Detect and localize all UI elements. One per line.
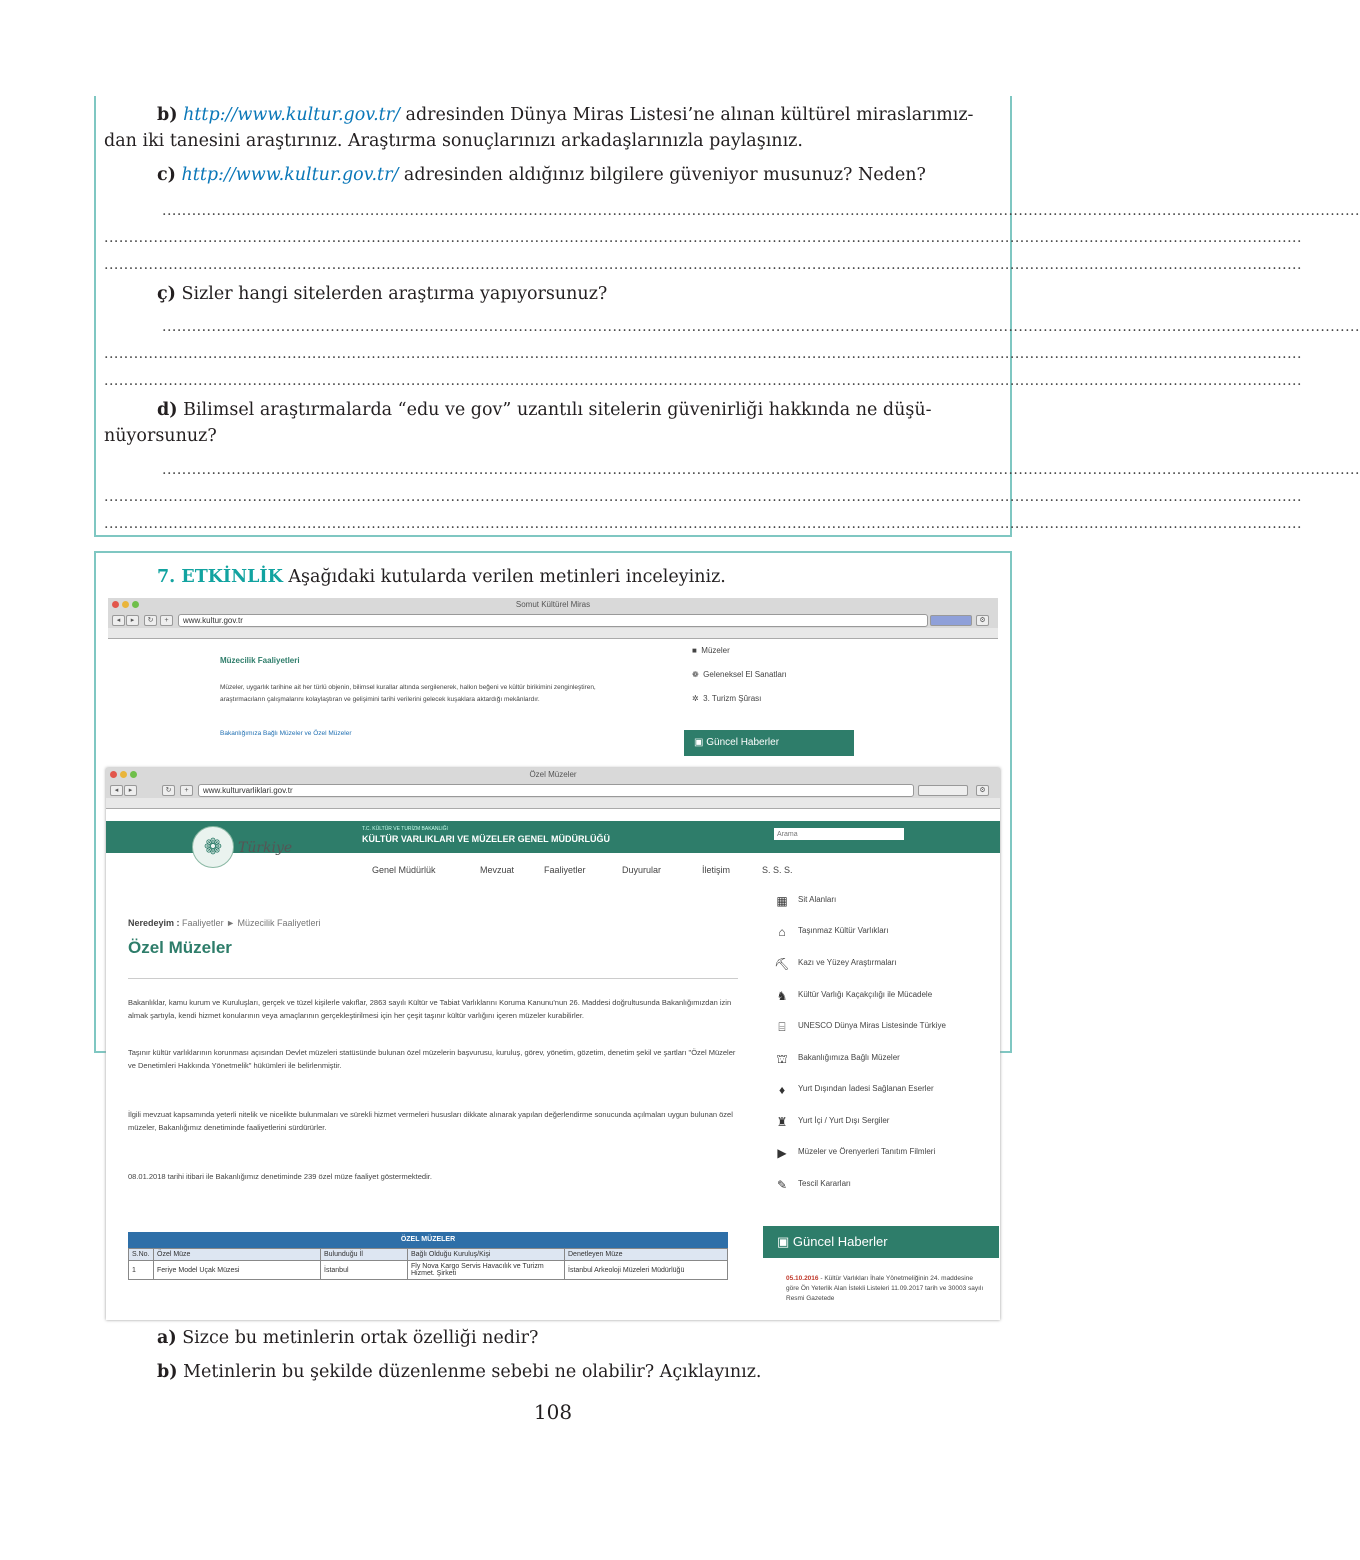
minimize-dot[interactable] xyxy=(122,601,129,608)
browser-chrome xyxy=(108,598,998,639)
smuggling-icon: ♞ xyxy=(776,989,788,1003)
new-tab-icon[interactable]: + xyxy=(180,785,193,796)
gear-icon[interactable]: ⚙ xyxy=(976,785,989,796)
browser-chrome xyxy=(106,768,1000,809)
paragraph-1: Bakanlıklar, kamu kurum ve Kuruluşları, gerçek ve tüzel kişilerle vakıflar, 2863 sayılı Kültür ve Tabiat Varlıklarını Koruma Kanunu'nun 26. Maddesi doğrultusunda Bakanlığımızdan izin almak şartıyla, kendi hizmet konularının veya amaçlarının gerçekleştirilmesi için her çeşit taşınır kültür varlığını içeren müzeler kurabilirler. xyxy=(128,998,732,1020)
news-icon: ▣ xyxy=(777,1234,790,1249)
answer-line[interactable]: .................................................................................................................................................................................................................................................. xyxy=(162,462,1360,478)
sidebar-item[interactable]: ✎ Tescil Kararları xyxy=(774,1178,851,1190)
sidebar-item[interactable]: ⛫ Bakanlığımıza Bağlı Müzeler xyxy=(774,1052,900,1064)
question-b2: b) Metinlerin bu şekilde düzenlenme sebebi ne olabilir? Açıklayınız. xyxy=(157,1362,762,1382)
exhibition-icon: ♜ xyxy=(776,1115,788,1129)
question-d-line2: nüyorsunuz? xyxy=(104,426,217,446)
sidebar-item[interactable]: ⌸ UNESCO Dünya Miras Listesinde Türkiye xyxy=(774,1020,946,1032)
divider xyxy=(128,978,738,979)
page-number: 108 xyxy=(533,1400,573,1424)
breadcrumb: Neredeyim : Faaliyetler ► Müzecilik Faaliyetleri xyxy=(128,918,321,928)
news-item[interactable]: 05.10.2016 - Kültür Varlıkları İhale Yönetmeliğinin 24. maddesine göre Ön Yeterlik Alan İstekli Listeleri 11.09.2017 tarih ve 30003 sayılı Resmi Gazetede xyxy=(786,1275,984,1302)
table-cell: 1 xyxy=(129,1261,154,1280)
table-cell: Feriye Model Uçak Müzesi xyxy=(154,1261,321,1280)
back-icon[interactable]: ◂ xyxy=(112,615,125,626)
answer-line[interactable]: .................................................................................................................................................................................................................................................. xyxy=(104,373,1302,389)
nav-genel-mudurluk[interactable]: Genel Müdürlük xyxy=(372,865,436,875)
table-cell: İstanbul xyxy=(321,1261,408,1280)
table-title: ÖZEL MÜZELER xyxy=(128,1232,728,1248)
question-b-line2: dan iki tanesini araştırınız. Araştırma sonuçlarınızı arkadaşlarınızla paylaşınız. xyxy=(104,131,803,151)
question-b-line1: b) http://www.kultur.gov.tr/ adresinden Dünya Miras Listesi’ne alınan kültürel miraslarımız- xyxy=(157,105,974,125)
table-header: Özel Müze xyxy=(154,1249,321,1261)
question-d-line1: d) Bilimsel araştırmalarda “edu ve gov” uzantılı sitelerin güvenirliği hakkında ne düşü- xyxy=(157,400,932,420)
film-icon: ▶ xyxy=(777,1146,787,1160)
nav-sss[interactable]: S. S. S. xyxy=(762,865,793,875)
paragraph-2: Taşınır kültür varlıklarının korunması açısından Devlet müzeleri statüsünde bulunan özel müzelerin başvurusu, kuruluş, görev, yönetim, gözetim, denetim şekil ve şartları "Özel Müzeler ve Denetimleri Hakkında Yönetmelik" hükümleri ile belirlenmiştir. xyxy=(128,1048,736,1070)
sidebar-item[interactable]: ♞ Kültür Varlığı Kaçakçılığı ile Mücadele xyxy=(774,989,932,1001)
table-header: Denetleyen Müze xyxy=(565,1249,728,1261)
kultur-link-2[interactable]: http://www.kultur.gov.tr/ xyxy=(181,165,399,185)
window-title: Somut Kültürel Miras xyxy=(108,598,998,612)
nav-duyurular[interactable]: Duyurular xyxy=(622,865,662,875)
browser-toolbar xyxy=(106,782,1000,798)
tourism-icon: ✲ xyxy=(692,694,699,703)
returned-icon: ♦ xyxy=(778,1083,786,1097)
side-item[interactable]: ✲ 3. Turizm Şûrası xyxy=(692,694,762,703)
news-icon: ▣ xyxy=(694,737,704,748)
registry-icon: ✎ xyxy=(776,1178,788,1192)
site-search-input[interactable] xyxy=(774,828,904,840)
main-nav xyxy=(372,865,812,877)
forward-icon[interactable]: ▸ xyxy=(126,615,139,626)
address-bar[interactable]: www.kultur.gov.tr xyxy=(178,614,928,627)
answer-line[interactable]: .................................................................................................................................................................................................................................................. xyxy=(104,257,1302,273)
browser-toolbar xyxy=(108,612,998,628)
table-header-row xyxy=(129,1249,728,1261)
org-title: KÜLTÜR VARLIKLARI VE MÜZELER GENEL MÜDÜRLÜĞÜ xyxy=(362,834,610,844)
nav-faaliyetler[interactable]: Faaliyetler xyxy=(544,865,586,875)
sidebar-item[interactable]: ♜ Yurt İçi / Yurt Dışı Sergiler xyxy=(774,1115,889,1127)
nav-mevzuat[interactable]: Mevzuat xyxy=(480,865,515,875)
address-bar[interactable]: www.kulturvarliklari.gov.tr xyxy=(198,784,914,797)
handcraft-icon: ❁ xyxy=(692,670,699,679)
reload-icon[interactable]: ↻ xyxy=(162,785,175,796)
window-title: Özel Müzeler xyxy=(106,768,1000,782)
question-c: c) http://www.kultur.gov.tr/ adresinden aldığınız bilgilere güveniyor musunuz? Neden? xyxy=(157,165,926,185)
close-dot[interactable] xyxy=(112,601,119,608)
bookmarks-bar xyxy=(106,798,1000,808)
museum-icon: ⛫ xyxy=(776,1052,788,1066)
search-button[interactable] xyxy=(930,615,972,626)
answer-line[interactable]: .................................................................................................................................................................................................................................................. xyxy=(104,489,1302,505)
zoom-dot[interactable] xyxy=(132,601,139,608)
museums-table xyxy=(128,1248,728,1280)
table-header: Bulunduğu İl xyxy=(321,1249,408,1261)
answer-line[interactable]: .................................................................................................................................................................................................................................................. xyxy=(104,230,1302,246)
unesco-icon: ⌸ xyxy=(778,1020,786,1034)
ministry-logo-icon[interactable]: ❁ xyxy=(192,826,234,868)
turkiye-logo: Türkiye xyxy=(238,840,293,856)
minimize-dot[interactable] xyxy=(120,771,127,778)
answer-line[interactable]: .................................................................................................................................................................................................................................................. xyxy=(162,319,1360,335)
sidebar-item[interactable]: ▶ Müzeler ve Örenyerleri Tanıtım Filmleri xyxy=(774,1146,935,1158)
museum-link[interactable]: Bakanlığımıza Bağlı Müzeler ve Özel Müzeler xyxy=(220,730,352,737)
sites-icon: ▦ xyxy=(776,894,788,908)
close-dot[interactable] xyxy=(110,771,117,778)
table-header: S.No. xyxy=(129,1249,154,1261)
sidebar-item[interactable]: ▦ Sit Alanları xyxy=(774,894,836,906)
page-title: Özel Müzeler xyxy=(128,938,232,957)
news-header[interactable]: ▣ Güncel Haberler xyxy=(684,730,854,756)
answer-line[interactable]: .................................................................................................................................................................................................................................................. xyxy=(162,203,1360,219)
table-cell: Fly Nova Kargo Servis Havacılık ve Turizm Hizmet. Şirketi xyxy=(408,1261,565,1280)
sidebar-item[interactable]: ⛏ Kazı ve Yüzey Araştırmaları xyxy=(774,957,897,971)
nav-iletisim[interactable]: İletişim xyxy=(702,865,731,875)
museum-icon: ■ xyxy=(692,646,697,655)
answer-line[interactable]: .................................................................................................................................................................................................................................................. xyxy=(104,346,1302,362)
gear-icon[interactable]: ⚙ xyxy=(976,615,989,626)
org-subtitle: T.C. KÜLTÜR VE TURİZM BAKANLIĞI xyxy=(362,826,448,832)
back-icon[interactable]: ◂ xyxy=(110,785,123,796)
question-a: a) Sizce bu metinlerin ortak özelliği nedir? xyxy=(157,1328,539,1348)
section-heading: Müzecilik Faaliyetleri xyxy=(220,656,300,665)
section-paragraph: Müzeler, uygarlık tarihine ait her türlü objenin, bilimsel kurallar altında sergilenerek, halkın beğeni ve kültür birikimini zenginleştiren, araştırmacıların çalışmalarını kolaylaştıran ve gelişimini tarihi verilerini gelecek kuşaklara aktardığı mekânlardır. xyxy=(220,684,596,703)
reload-icon[interactable]: ↻ xyxy=(144,615,157,626)
bookmarks-bar xyxy=(108,628,998,638)
forward-icon[interactable]: ▸ xyxy=(124,785,137,796)
sidebar-item[interactable]: ⌂ Taşınmaz Kültür Varlıkları xyxy=(774,925,889,937)
sidebar xyxy=(774,894,1000,1224)
table-cell: İstanbul Arkeoloji Müzeleri Müdürlüğü xyxy=(565,1261,728,1280)
activity-heading: 7. ETKİNLİK Aşağıdaki kutularda verilen metinleri inceleyiniz. xyxy=(157,567,726,587)
immovable-icon: ⌂ xyxy=(778,925,786,939)
side-item[interactable]: ❁ Geleneksel El Sanatları xyxy=(692,670,787,679)
browser-screenshot-2 xyxy=(106,768,1000,1320)
table-row xyxy=(129,1261,728,1280)
zoom-dot[interactable] xyxy=(130,771,137,778)
paragraph-3: İlgili mevzuat kapsamında yeterli nitelik ve nicelikte bulunmaları ve sürekli hizmet vermeleri hususları dikkate alınarak yapılan değerlendirme sonucunda açılmaları uygun bulunan özel müzeler, Bakanlığımız denetiminde faaliyetlerini sürdürürler. xyxy=(128,1110,733,1132)
news-header[interactable]: ▣ Güncel Haberler xyxy=(763,1226,999,1258)
sidebar-item[interactable]: ♦ Yurt Dışından İadesi Sağlanan Eserler xyxy=(774,1083,934,1095)
excavation-icon: ⛏ xyxy=(774,957,790,971)
table-header: Bağlı Olduğu Kuruluş/Kişi xyxy=(408,1249,565,1261)
paragraph-4: 08.01.2018 tarihi itibari ile Bakanlığımız denetiminde 239 özel müze faaliyet göstermektedir. xyxy=(128,1172,432,1181)
question-cc: ç) Sizler hangi sitelerden araştırma yapıyorsunuz? xyxy=(157,284,608,304)
answer-line[interactable]: .................................................................................................................................................................................................................................................. xyxy=(104,516,1302,532)
browser-screenshot-1 xyxy=(108,598,998,768)
side-item[interactable]: ■ Müzeler xyxy=(692,646,730,655)
search-field[interactable] xyxy=(918,785,968,796)
kultur-link-1[interactable]: http://www.kultur.gov.tr/ xyxy=(183,105,400,125)
new-tab-icon[interactable]: + xyxy=(160,615,173,626)
